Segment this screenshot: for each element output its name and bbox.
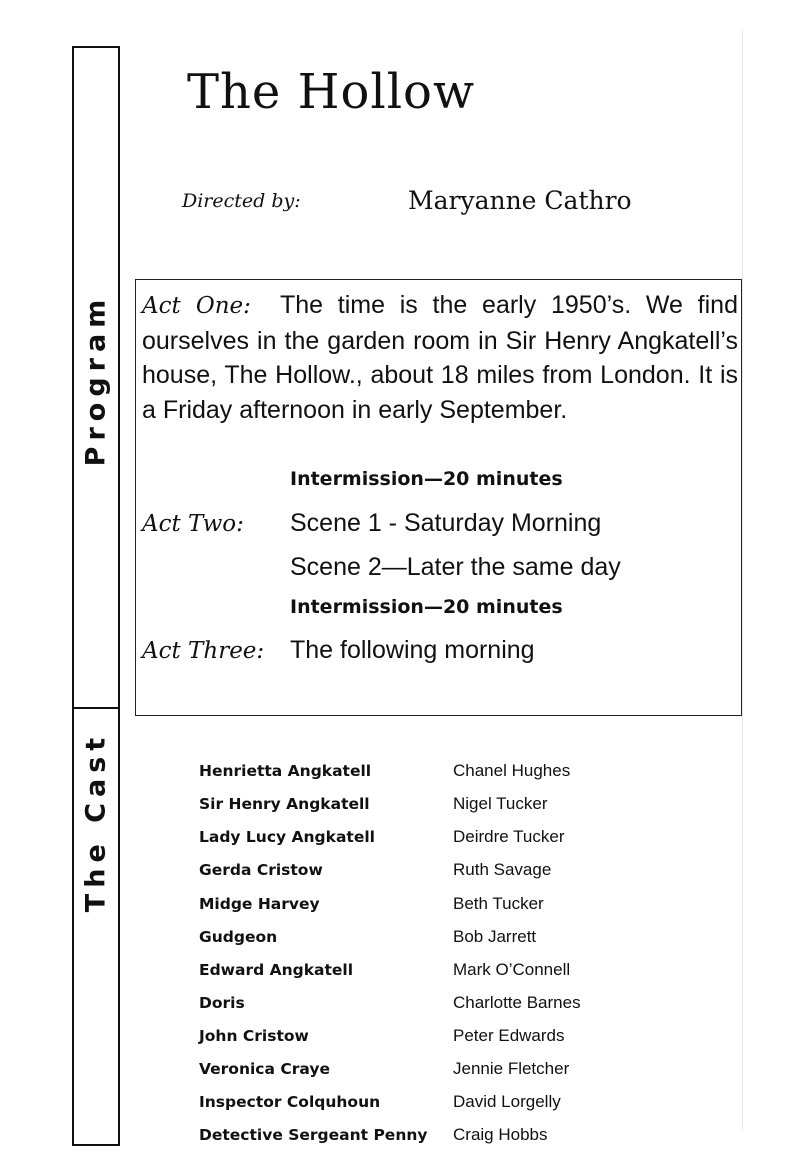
cast-role: Gerda Cristow (199, 861, 323, 879)
cast-role: Inspector Colquhoun (199, 1093, 381, 1111)
act-one-block (142, 288, 738, 427)
act-two-scene-1: Scene 1 - Saturday Morning (290, 509, 602, 537)
program-side-label: Program (80, 293, 112, 467)
cast-actor: Craig Hobbs (453, 1125, 548, 1144)
cast-actor: Bob Jarrett (453, 927, 537, 946)
cast-role: John Cristow (199, 1027, 309, 1045)
act-one-description: The time is the early 1950’s. We find ourselves in the garden room in Sir Henry Angkatell’s house, The Hollow., about 18 miles from London. It is a Friday afternoon in early September. (142, 291, 738, 424)
cast-role: Veronica Craye (199, 1060, 330, 1078)
cast-actor: Mark O’Connell (453, 960, 571, 979)
act-two-label: Act Two: (142, 511, 244, 537)
cast-actor: Deirdre Tucker (453, 827, 565, 846)
cast-actor: Chanel Hughes (453, 761, 571, 780)
side-bar-divider (72, 707, 120, 709)
page-edge-line (742, 30, 743, 1130)
directed-by-label: Directed by: (182, 190, 301, 212)
cast-role: Lady Lucy Angkatell (199, 828, 375, 846)
act-one-label: Act One: (142, 293, 251, 319)
act-three-label: Act Three: (142, 638, 265, 664)
cast-role: Gudgeon (199, 928, 278, 946)
cast-actor: Peter Edwards (453, 1026, 565, 1045)
act-two-scene-2: Scene 2—Later the same day (290, 553, 621, 581)
cast-actor: Nigel Tucker (453, 794, 548, 813)
side-bar (72, 46, 120, 1146)
cast-role: Sir Henry Angkatell (199, 795, 370, 813)
cast-actor: Jennie Fletcher (453, 1059, 570, 1078)
play-title: The Hollow (187, 64, 476, 120)
act-three-label-row (142, 636, 264, 665)
cast-role: Edward Angkatell (199, 961, 354, 979)
cast-actor: Beth Tucker (453, 894, 544, 913)
act-three-description: The following morning (290, 636, 535, 664)
cast-role: Midge Harvey (199, 895, 320, 913)
intermission-1: Intermission—20 minutes (290, 468, 563, 490)
cast-actor: Charlotte Barnes (453, 993, 581, 1012)
cast-role: Doris (199, 994, 245, 1012)
cast-actor: David Lorgelly (453, 1092, 561, 1111)
cast-side-label: The Cast (80, 731, 112, 913)
act-two-label-row (142, 509, 244, 538)
cast-role: Henrietta Angkatell (199, 762, 372, 780)
director-name: Maryanne Cathro (408, 186, 632, 215)
cast-role: Detective Sergeant Penny (199, 1126, 428, 1144)
cast-actor: Ruth Savage (453, 860, 552, 879)
intermission-2: Intermission—20 minutes (290, 596, 563, 618)
